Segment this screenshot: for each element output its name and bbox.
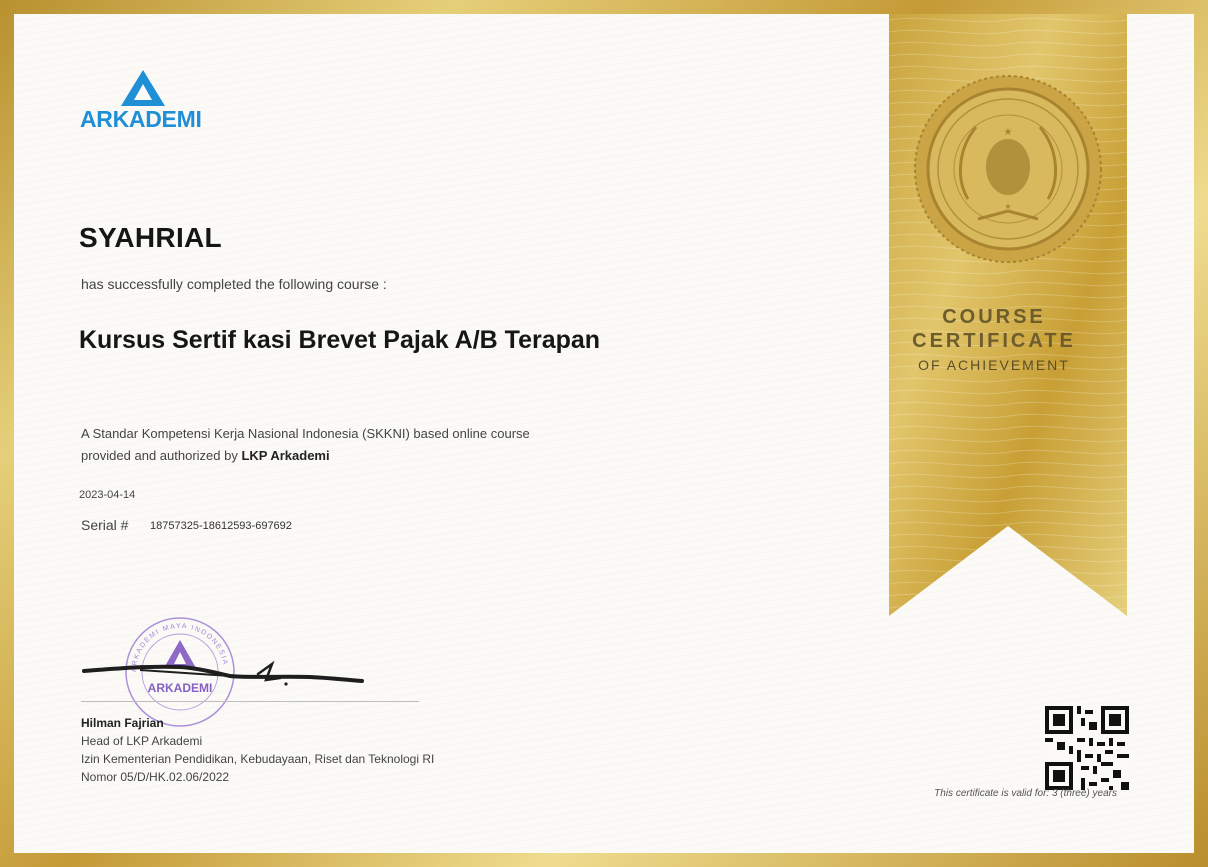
ribbon-course: COURSE <box>942 306 1046 328</box>
provider-name: LKP Arkademi <box>241 448 330 463</box>
qr-code-icon[interactable] <box>1045 706 1129 790</box>
svg-text:★: ★ <box>1004 202 1012 211</box>
serial-label: Serial # <box>81 517 129 533</box>
svg-text:★: ★ <box>1003 127 1013 138</box>
brand-name: ARKADEMI <box>80 106 202 132</box>
svg-text:ARKADEMI: ARKADEMI <box>147 681 213 695</box>
ribbon-achievement: OF ACHIEVEMENT <box>918 357 1070 373</box>
ribbon-certificate: CERTIFICATE <box>912 330 1076 352</box>
validity-note: This certificate is valid for: 3 (three) years <box>934 788 1117 799</box>
signer-license-number: Nomor 05/D/HK.02.06/2022 <box>81 770 230 784</box>
svg-text:ARKADEMI MAYA INDONESIA: ARKADEMI MAYA INDONESIA <box>130 622 229 673</box>
signer-title: Head of LKP Arkademi <box>81 734 203 748</box>
signer-name: Hilman Fajrian <box>81 716 164 730</box>
issue-date: 2023-04-14 <box>79 489 136 501</box>
signer-license: Izin Kementerian Pendidikan, Kebudayaan, Riset dan Teknologi RI <box>81 752 435 766</box>
recipient-name: SYAHRIAL <box>79 222 222 253</box>
description-line-1: A Standar Kompetensi Kerja Nasional Indonesia (SKKNI) based online course <box>81 426 530 441</box>
completion-text: has successfully completed the following course : <box>81 276 387 292</box>
description-prefix: provided and authorized by <box>81 448 242 463</box>
description-line-2 <box>81 445 601 467</box>
signer-block <box>81 714 434 786</box>
serial-number: 18757325-18612593-697692 <box>150 520 292 532</box>
course-description <box>81 423 601 467</box>
certificate-paper <box>14 14 1194 853</box>
course-title: Kursus Sertif kasi Brevet Pajak A/B Terapan <box>79 326 601 354</box>
signature-line <box>81 701 419 702</box>
handwritten-signature-icon <box>80 654 380 694</box>
